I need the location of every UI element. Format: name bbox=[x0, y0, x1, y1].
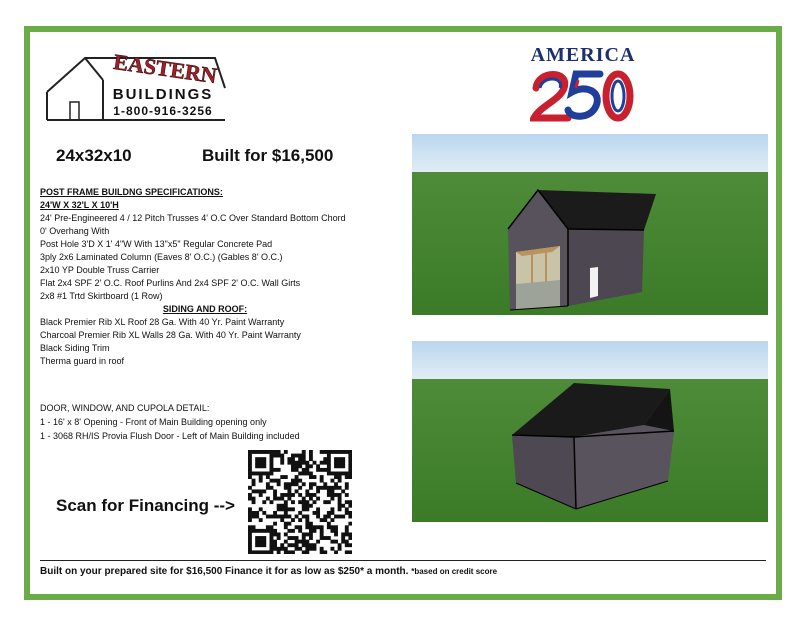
spec-line: 0' Overhang With bbox=[40, 226, 110, 236]
eastern-buildings-logo bbox=[45, 52, 227, 122]
spec-line: 2x8 #1 Trtd Skirtboard (1 Row) bbox=[40, 291, 163, 301]
scan-for-financing-label: Scan for Financing --> bbox=[56, 496, 235, 515]
footer-text: Built on your prepared site for $16,500 Finance it for as low as $250* a month. bbox=[40, 566, 409, 577]
door-heading: DOOR, WINDOW, AND CUPOLA DETAIL: bbox=[40, 403, 210, 413]
logo-brand-text: EASTERN bbox=[112, 52, 219, 89]
siding-line: Therma guard in roof bbox=[40, 356, 125, 366]
america-250-icon bbox=[530, 66, 636, 124]
building-size: 24x32x10 bbox=[56, 146, 132, 165]
specifications-block bbox=[40, 186, 370, 368]
barn-front-render-icon bbox=[412, 134, 768, 315]
flyer-frame bbox=[24, 26, 782, 600]
siding-line: Charcoal Premier Rib XL Walls 28 Ga. With 40 Yr. Paint Warranty bbox=[40, 330, 301, 340]
qr-code-icon bbox=[248, 450, 352, 554]
spec-line: 2x10 YP Double Truss Carrier bbox=[40, 265, 160, 275]
footer-divider bbox=[40, 560, 766, 561]
spec-line: Post Hole 3'D X 1' 4"W With 13"x5" Regular Concrete Pad bbox=[40, 239, 273, 249]
logo-subtitle-text: BUILDINGS bbox=[112, 86, 214, 103]
spec-line: 3ply 2x6 Laminated Column (Eaves 8' O.C.) (Gables 8' O.C.) bbox=[40, 252, 283, 262]
logo-phone-text: 1-800-916-3256 bbox=[113, 104, 213, 118]
footer-note: *based on credit score bbox=[411, 567, 498, 576]
specs-dimensions: 24'W X 32'L X 10'H bbox=[40, 200, 119, 210]
siding-line: Black Premier Rib XL Roof 28 Ga. With 40 Yr. Paint Warranty bbox=[40, 317, 285, 327]
barn-logo-icon bbox=[45, 52, 227, 122]
barn-rear-render-icon bbox=[412, 341, 768, 522]
siding-line: Black Siding Trim bbox=[40, 343, 110, 353]
building-price: Built for $16,500 bbox=[202, 146, 334, 165]
america-250-badge bbox=[530, 44, 636, 124]
door-line: 1 - 3068 RH/IS Provia Flush Door - Left of Main Building included bbox=[40, 431, 300, 441]
siding-heading: SIDING AND ROOF: bbox=[162, 304, 248, 314]
door-line: 1 - 16' x 8' Opening - Front of Main Building opening only bbox=[40, 417, 267, 427]
building-render-front bbox=[412, 134, 768, 315]
america-number: 250 bbox=[582, 123, 584, 124]
door-detail-block bbox=[40, 401, 350, 443]
specs-heading: POST FRAME BUILDNG SPECIFICATIONS: bbox=[40, 187, 223, 197]
financing-footer bbox=[40, 566, 497, 577]
spec-line: Flat 2x4 SPF 2' O.C. Roof Purlins And 2x4 SPF 2' O.C. Wall Girts bbox=[40, 278, 301, 288]
america-word: AMERICA bbox=[530, 44, 636, 66]
spec-line: 24' Pre-Engineered 4 / 12 Pitch Trusses 4' O.C Over Standard Bottom Chord bbox=[40, 213, 346, 223]
building-render-rear bbox=[412, 341, 768, 522]
financing-qr-code[interactable] bbox=[248, 450, 352, 554]
